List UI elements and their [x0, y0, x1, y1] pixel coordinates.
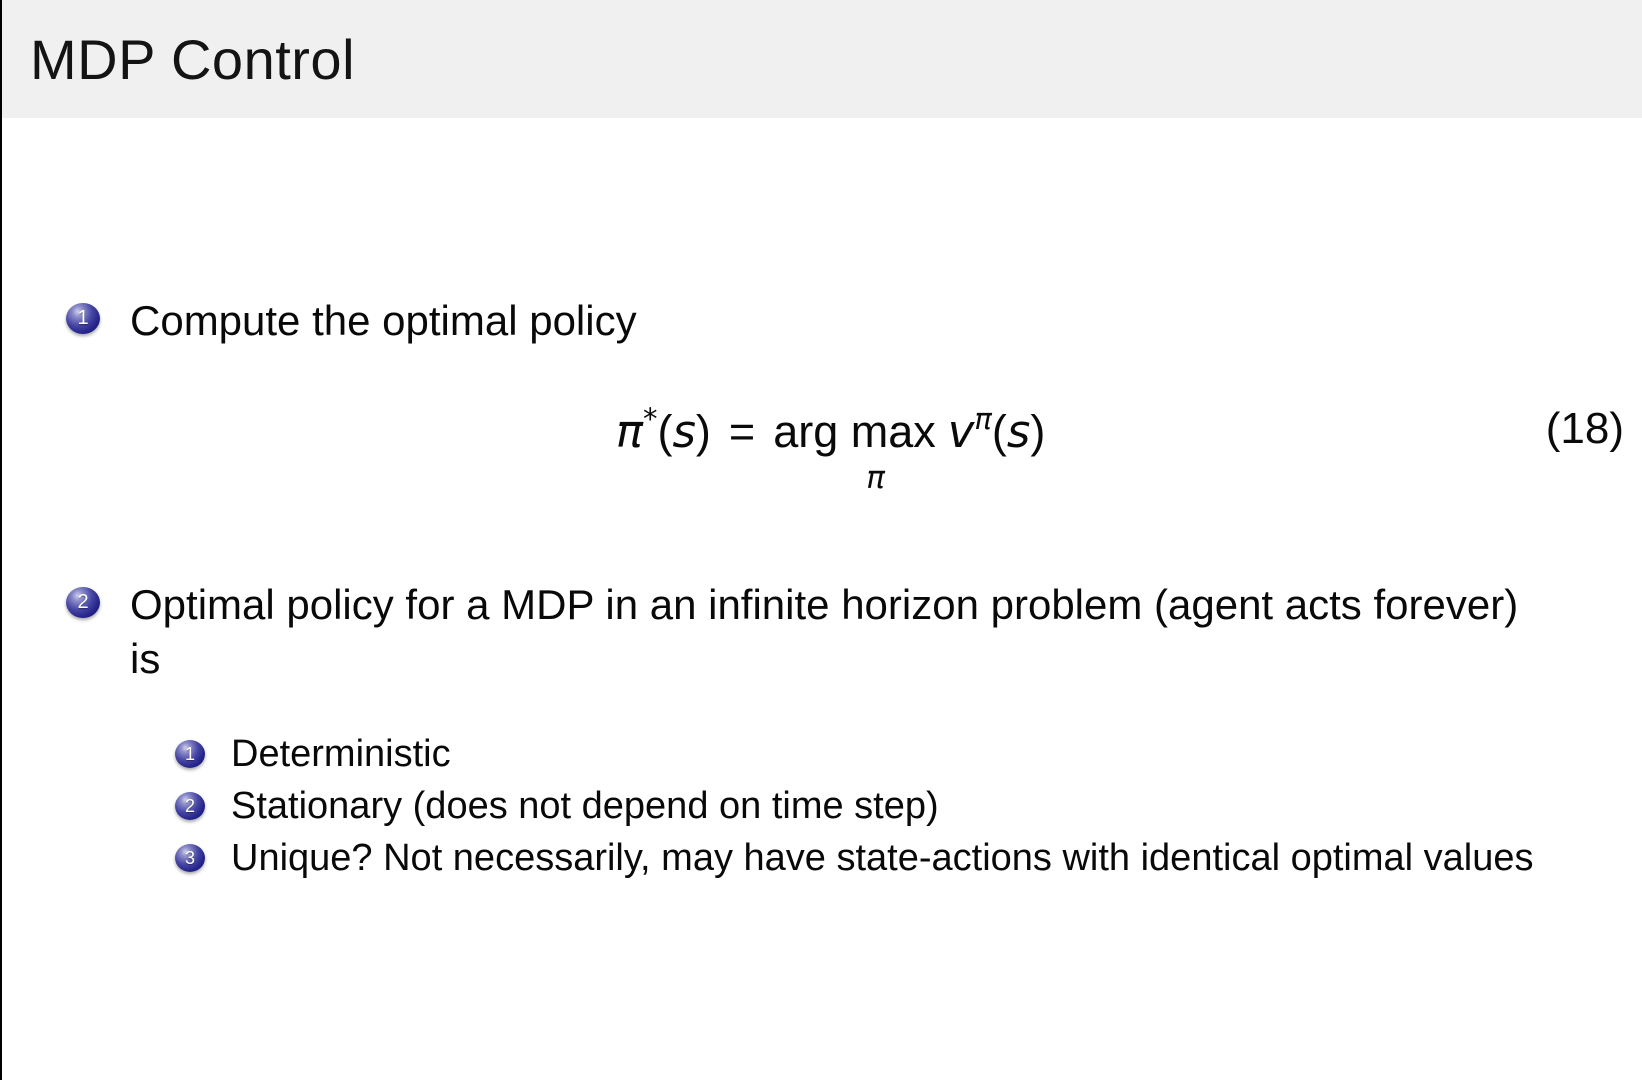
ball-number: 1: [77, 307, 89, 329]
equation: [615, 402, 1046, 496]
sub-list-item-text: Unique? Not necessarily, may have state-actions with identical optimal values: [231, 837, 1534, 879]
ball-number: 2: [77, 591, 89, 613]
ball-number: 2: [184, 795, 195, 816]
math-v: v: [947, 405, 975, 458]
math-equals: =: [728, 406, 756, 457]
list-item-1: [2, 294, 1642, 348]
numbered-ball-icon: [175, 740, 205, 768]
slide-content: [2, 294, 1642, 884]
math-argmax-label: arg max: [773, 406, 936, 457]
math-pi: π: [615, 405, 643, 458]
ball-number: 3: [184, 847, 195, 868]
math-rparen2: ): [1030, 406, 1046, 457]
sub-list-item-2: [175, 780, 1642, 832]
math-lparen: (: [657, 406, 673, 457]
list-item-text: Compute the optimal policy: [130, 297, 637, 344]
math-rparen: ): [695, 406, 711, 457]
math-argmax: [773, 406, 936, 496]
math-star: *: [642, 402, 658, 436]
math-s2: s: [1006, 405, 1031, 458]
sub-list-item-1: [175, 728, 1642, 780]
math-s: s: [672, 405, 696, 458]
slide-title: MDP Control: [30, 27, 356, 91]
numbered-ball-icon: [66, 303, 100, 334]
numbered-ball-icon: [175, 792, 205, 820]
list-item-2: [2, 578, 1642, 686]
equation-row: [2, 402, 1642, 508]
list-item-text: Optimal policy for a MDP in an infinite horizon problem (agent acts forever) is: [130, 581, 1519, 682]
math-argmax-subscript: π: [866, 460, 885, 496]
sub-list-item-text: Stationary (does not depend on time step): [231, 785, 939, 827]
sub-list-item-3: [175, 832, 1642, 884]
equation-number: (18): [1545, 404, 1624, 453]
math-lparen2: (: [991, 406, 1007, 457]
slide-title-bar: [2, 0, 1642, 118]
math-v-superscript: π: [974, 402, 992, 436]
sub-list-item-text: Deterministic: [231, 733, 451, 775]
ball-number: 1: [184, 743, 195, 764]
numbered-ball-icon: [66, 587, 100, 618]
numbered-ball-icon: [175, 844, 205, 872]
sub-list: [2, 728, 1642, 884]
